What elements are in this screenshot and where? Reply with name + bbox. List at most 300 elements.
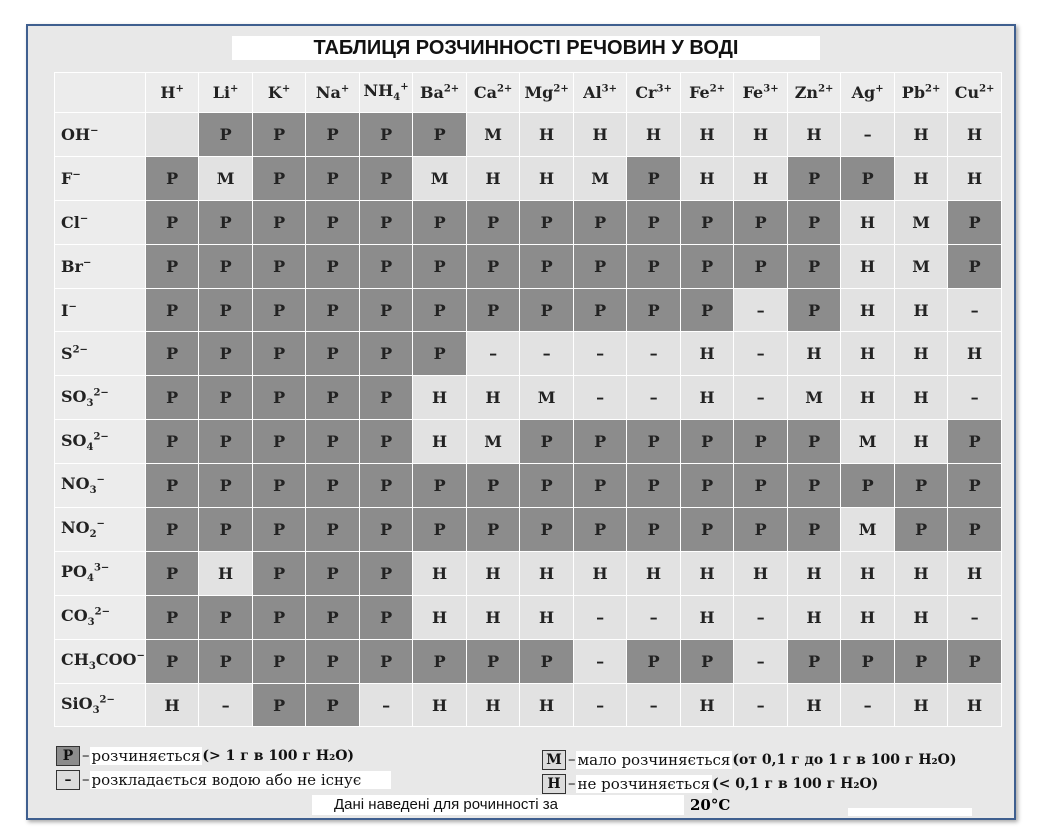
solubility-cell: Р [145, 288, 199, 332]
cation-header [734, 73, 788, 113]
solubility-cell: – [734, 376, 788, 420]
solubility-cell: Р [252, 464, 306, 508]
solubility-cell: – [520, 332, 574, 376]
legend-soluble-condition: (> 1 г в 100 г H₂O) [202, 748, 355, 764]
solubility-cell: Р [894, 508, 948, 552]
ion-symbol: NO [61, 518, 90, 538]
solubility-cell: Р [680, 508, 734, 552]
ion-charge: − [96, 519, 105, 531]
ion-symbol: Al [583, 83, 602, 102]
legend-soluble-text: розчиняється [91, 747, 201, 765]
solubility-cell: Р [306, 244, 360, 288]
solubility-cell: Р [145, 200, 199, 244]
solubility-cell: Р [145, 244, 199, 288]
cation-header [306, 73, 360, 113]
solubility-cell: – [948, 595, 1002, 639]
solubility-cell: Р [734, 420, 788, 464]
solubility-cell: – [734, 595, 788, 639]
solubility-cell: Н [894, 551, 948, 595]
solubility-cell: Н [948, 332, 1002, 376]
table-row [55, 639, 1002, 683]
ion-symbol: Fe [689, 83, 710, 102]
legend-decomposes [56, 770, 391, 790]
table-row [55, 508, 1002, 552]
anion-header [55, 464, 146, 508]
solubility-cell: Н [466, 551, 520, 595]
solubility-cell: Р [680, 244, 734, 288]
solubility-cell: Р [841, 464, 895, 508]
solubility-cell: Н [841, 244, 895, 288]
solubility-cell: Н [520, 113, 574, 157]
table-row [55, 683, 1002, 727]
legend-slightly-soluble [542, 750, 957, 770]
solubility-cell: Н [680, 683, 734, 727]
ion-subscript: 4 [393, 92, 401, 104]
solubility-cell: Н [520, 683, 574, 727]
legend-slightly-soluble-dash: – [568, 750, 576, 768]
solubility-cell: Р [680, 639, 734, 683]
ion-symbol: Fe [742, 83, 764, 102]
solubility-cell: Р [787, 156, 841, 200]
white-patch [848, 808, 972, 816]
ion-subscript: 3 [92, 705, 100, 717]
ion-charge: + [875, 83, 884, 95]
cation-header [199, 73, 253, 113]
solubility-cell: Р [359, 156, 413, 200]
solubility-cell: Р [627, 156, 681, 200]
solubility-cell: Р [520, 639, 574, 683]
cation-header [145, 73, 199, 113]
ion-symbol: SO [61, 430, 87, 450]
ion-symbol: K [267, 83, 282, 102]
solubility-cell: Р [145, 464, 199, 508]
cation-header [520, 73, 574, 113]
solubility-cell: Н [466, 683, 520, 727]
solubility-cell: Р [734, 200, 788, 244]
solubility-cell: Н [894, 376, 948, 420]
solubility-cell: Р [787, 508, 841, 552]
table-row [55, 420, 1002, 464]
ion-charge: 2+ [925, 83, 941, 95]
solubility-cell: Н [680, 156, 734, 200]
solubility-cell: Н [520, 551, 574, 595]
anion-header [55, 288, 146, 332]
legend-soluble-symbol: Р [56, 746, 80, 766]
solubility-cell: Р [466, 464, 520, 508]
solubility-cell: Н [573, 551, 627, 595]
solubility-cell: Р [841, 156, 895, 200]
solubility-cell: Р [252, 113, 306, 157]
solubility-cell: М [841, 420, 895, 464]
cation-header-row [55, 73, 1002, 113]
solubility-cell: Р [306, 683, 360, 727]
solubility-cell: Р [359, 639, 413, 683]
ion-charge: 3+ [601, 83, 617, 95]
solubility-cell: Н [948, 551, 1002, 595]
ion-charge: 2− [94, 606, 110, 618]
solubility-cell: Н [894, 420, 948, 464]
solubility-cell: Р [359, 288, 413, 332]
solubility-cell: Н [680, 332, 734, 376]
solubility-cell: Р [787, 639, 841, 683]
legend-slightly-soluble-symbol: М [542, 750, 566, 770]
solubility-cell: Р [787, 288, 841, 332]
solubility-cell: Н [145, 683, 199, 727]
solubility-cell: – [359, 683, 413, 727]
ion-charge: − [96, 475, 105, 487]
solubility-cell: Р [466, 508, 520, 552]
solubility-cell: Р [627, 639, 681, 683]
solubility-cell: Н [948, 156, 1002, 200]
solubility-cell: Р [466, 244, 520, 288]
solubility-cell: М [199, 156, 253, 200]
legend-insoluble-condition: (< 0,1 г в 100 г H₂O) [712, 776, 879, 792]
solubility-cell: – [627, 683, 681, 727]
table-row [55, 113, 1002, 157]
solubility-cell: Н [841, 551, 895, 595]
ion-charge: − [90, 125, 99, 137]
ion-charge: 2+ [443, 83, 460, 95]
legend-insoluble-text: не розчиняється [577, 775, 711, 793]
solubility-cell: – [948, 376, 1002, 420]
solubility-cell: – [948, 288, 1002, 332]
solubility-cell: Н [787, 332, 841, 376]
cation-header [894, 73, 948, 113]
solubility-cell: Р [199, 508, 253, 552]
anion-header [55, 683, 146, 727]
ion-symbol: OH [61, 124, 91, 144]
solubility-cell: – [573, 639, 627, 683]
ion-symbol: Mg [524, 83, 554, 102]
table-row [55, 244, 1002, 288]
ion-charge: 2− [99, 694, 115, 706]
ion-subscript: 3 [88, 661, 96, 673]
solubility-cell: – [734, 332, 788, 376]
solubility-cell: Р [520, 200, 574, 244]
solubility-cell: Р [306, 332, 360, 376]
solubility-cell: Р [466, 639, 520, 683]
ion-charge: 3− [93, 562, 110, 574]
solubility-cell: Н [520, 156, 574, 200]
solubility-table [54, 72, 1002, 727]
cation-header [627, 73, 681, 113]
solubility-cell: Р [252, 244, 306, 288]
solubility-cell: Н [466, 156, 520, 200]
footer-temperature: 20°C [690, 796, 731, 814]
solubility-cell: Н [841, 200, 895, 244]
solubility-cell: Р [359, 508, 413, 552]
ion-symbol: NH [363, 81, 394, 101]
solubility-cell: Р [306, 639, 360, 683]
solubility-cell: Н [680, 376, 734, 420]
cation-header [787, 73, 841, 113]
solubility-cell: М [573, 156, 627, 200]
legend-insoluble [542, 774, 878, 794]
solubility-cell: Р [252, 156, 306, 200]
solubility-cell: Р [252, 551, 306, 595]
ion-symbol: SiO [61, 693, 93, 713]
solubility-cell: Р [734, 464, 788, 508]
solubility-cell: Р [841, 639, 895, 683]
ion-symbol: Li [212, 83, 231, 102]
solubility-cell: Р [306, 464, 360, 508]
solubility-cell: Р [734, 508, 788, 552]
solubility-cell: Р [306, 156, 360, 200]
solubility-cell: Р [306, 551, 360, 595]
solubility-cell: Р [520, 464, 574, 508]
solubility-cell: Н [948, 113, 1002, 157]
solubility-cell: Р [573, 288, 627, 332]
solubility-cell: М [841, 508, 895, 552]
ion-symbol: Cu [954, 83, 980, 102]
solubility-cell: Н [573, 113, 627, 157]
solubility-cell: Р [145, 508, 199, 552]
ion-charge: 2− [93, 387, 109, 399]
solubility-cell: – [573, 683, 627, 727]
footer-note: Дані наведені для рочинності за [312, 795, 684, 815]
solubility-cell: Н [520, 595, 574, 639]
cation-header [359, 73, 413, 113]
ion-symbol: I [61, 300, 69, 320]
ion-tail: COO [95, 650, 137, 670]
table-row [55, 288, 1002, 332]
legend-decomposes-text: розкладається водою або не існує [90, 771, 392, 789]
solubility-cell: Р [145, 156, 199, 200]
solubility-cell: Р [787, 420, 841, 464]
solubility-cell: Р [573, 420, 627, 464]
solubility-cell: Р [145, 595, 199, 639]
solubility-cell: М [894, 200, 948, 244]
ion-charge: + [175, 83, 184, 95]
solubility-cell: Н [413, 420, 467, 464]
solubility-cell: Р [627, 200, 681, 244]
ion-subscript: 3 [86, 397, 94, 409]
ion-symbol: Br [61, 256, 83, 276]
solubility-cell: Н [894, 332, 948, 376]
anion-header [55, 551, 146, 595]
solubility-cell: Р [948, 639, 1002, 683]
solubility-cell: Р [359, 464, 413, 508]
solubility-cell: Н [894, 288, 948, 332]
solubility-cell: Р [787, 200, 841, 244]
solubility-cell: Р [680, 288, 734, 332]
solubility-cell: Р [413, 639, 467, 683]
anion-header [55, 332, 146, 376]
legend-slightly-soluble-condition: (от 0,1 г до 1 г в 100 г H₂O) [732, 752, 957, 768]
solubility-cell: Н [948, 683, 1002, 727]
solubility-cell: Р [520, 244, 574, 288]
solubility-cell: Н [680, 595, 734, 639]
ion-charge: 2− [72, 345, 88, 357]
anion-header [55, 376, 146, 420]
solubility-cell: Н [734, 113, 788, 157]
cation-header [466, 73, 520, 113]
solubility-cell: – [627, 595, 681, 639]
solubility-cell: Р [413, 200, 467, 244]
ion-symbol: Ba [419, 83, 444, 102]
ion-charge: 2+ [818, 83, 834, 95]
solubility-cell: Р [145, 376, 199, 420]
cation-header [252, 73, 306, 113]
table-row [55, 200, 1002, 244]
ion-symbol: F [61, 168, 73, 188]
solubility-cell: Р [252, 332, 306, 376]
solubility-cell: Н [894, 683, 948, 727]
ion-symbol: Ca [473, 83, 497, 102]
cation-header [948, 73, 1002, 113]
solubility-cell: Р [199, 639, 253, 683]
solubility-cell: Н [199, 551, 253, 595]
solubility-cell: Р [306, 288, 360, 332]
solubility-cell: Р [252, 420, 306, 464]
solubility-cell: М [787, 376, 841, 420]
solubility-cell: Р [252, 595, 306, 639]
solubility-cell: Н [734, 156, 788, 200]
solubility-cell: М [520, 376, 574, 420]
solubility-cell: Р [466, 200, 520, 244]
solubility-cell: Р [199, 200, 253, 244]
solubility-cell: Н [787, 595, 841, 639]
ion-charge: 3+ [763, 83, 779, 95]
table-row [55, 376, 1002, 420]
ion-symbol: Zn [794, 83, 819, 102]
anion-header [55, 244, 146, 288]
solubility-cell: Р [627, 420, 681, 464]
solubility-cell: Р [359, 595, 413, 639]
solubility-cell: Н [787, 113, 841, 157]
anion-header [55, 420, 146, 464]
ion-symbol: S [61, 344, 73, 364]
ion-charge: 2+ [979, 83, 995, 95]
ion-symbol: H [160, 83, 176, 102]
solubility-cell [145, 113, 199, 157]
anion-header [55, 156, 146, 200]
ion-symbol: CH [61, 650, 89, 670]
cation-header [413, 73, 467, 113]
solubility-cell: Н [894, 113, 948, 157]
solubility-cell: Р [627, 464, 681, 508]
solubility-cell: Р [306, 595, 360, 639]
ion-charge: + [281, 83, 291, 95]
ion-symbol: SO [61, 386, 87, 406]
solubility-cell: Н [894, 595, 948, 639]
solubility-cell: Н [680, 551, 734, 595]
solubility-cell: Р [252, 508, 306, 552]
solubility-cell: Р [680, 200, 734, 244]
ion-subscript: 2 [89, 529, 97, 541]
solubility-cell: Р [199, 420, 253, 464]
solubility-cell: Р [948, 464, 1002, 508]
solubility-cell: Р [520, 420, 574, 464]
solubility-cell: Р [413, 508, 467, 552]
ion-symbol: Ag [851, 83, 876, 102]
solubility-cell: Р [413, 464, 467, 508]
solubility-cell: Р [787, 244, 841, 288]
solubility-cell: – [734, 288, 788, 332]
solubility-cell: – [627, 376, 681, 420]
solubility-cell: Н [841, 332, 895, 376]
solubility-cell: Р [359, 113, 413, 157]
cation-header [573, 73, 627, 113]
ion-symbol: Na [315, 83, 341, 102]
solubility-cell: Р [466, 288, 520, 332]
solubility-cell: Р [627, 508, 681, 552]
ion-charge: + [230, 83, 239, 95]
solubility-cell: Н [413, 376, 467, 420]
solubility-cell: Р [199, 288, 253, 332]
solubility-cell: Р [145, 420, 199, 464]
ion-subscript: 4 [86, 573, 94, 585]
solubility-cell: Р [948, 420, 1002, 464]
solubility-cell: – [199, 683, 253, 727]
cation-header [680, 73, 734, 113]
solubility-cell: Р [306, 420, 360, 464]
ion-symbol: Cr [635, 83, 657, 102]
ion-symbol: NO [61, 474, 90, 494]
table-row [55, 551, 1002, 595]
ion-charge: − [82, 257, 92, 269]
ion-charge: − [79, 213, 89, 225]
anion-header [55, 639, 146, 683]
legend-soluble-dash: – [82, 746, 90, 764]
solubility-cell: Р [573, 464, 627, 508]
solubility-cell: – [466, 332, 520, 376]
ion-symbol: CO [61, 606, 88, 626]
legend-decomposes-dash: – [82, 770, 90, 788]
solubility-cell: Р [359, 376, 413, 420]
solubility-cell: Р [894, 464, 948, 508]
solubility-cell: Н [680, 113, 734, 157]
solubility-cell: Р [199, 376, 253, 420]
solubility-cell: Р [306, 200, 360, 244]
ion-charge: − [68, 301, 77, 313]
solubility-cell: Р [359, 551, 413, 595]
solubility-cell: Р [680, 420, 734, 464]
solubility-cell: Р [359, 244, 413, 288]
solubility-cell: Р [627, 288, 681, 332]
solubility-cell: Н [413, 551, 467, 595]
solubility-cell: Р [252, 639, 306, 683]
solubility-cell: Р [787, 464, 841, 508]
ion-charge: − [72, 169, 81, 181]
table-row [55, 595, 1002, 639]
ion-symbol: Cl [61, 212, 80, 232]
solubility-cell: Р [145, 332, 199, 376]
solubility-cell: Н [841, 288, 895, 332]
anion-header [55, 200, 146, 244]
solubility-cell: – [734, 683, 788, 727]
ion-symbol: PO [61, 562, 87, 582]
solubility-cell: Р [252, 376, 306, 420]
ion-charge: 2+ [553, 83, 569, 95]
solubility-cell: – [841, 683, 895, 727]
solubility-cell: Р [573, 200, 627, 244]
solubility-cell: Р [573, 508, 627, 552]
solubility-cell: М [894, 244, 948, 288]
solubility-cell: Р [145, 551, 199, 595]
solubility-cell: Р [627, 244, 681, 288]
ion-charge: + [400, 82, 409, 94]
solubility-cell: Р [413, 288, 467, 332]
solubility-cell: Н [787, 551, 841, 595]
solubility-cell: Р [199, 244, 253, 288]
solubility-cell: Н [894, 156, 948, 200]
ion-subscript: 4 [86, 441, 94, 453]
solubility-cell: Р [413, 332, 467, 376]
solubility-cell: Н [841, 376, 895, 420]
solubility-cell: Р [359, 200, 413, 244]
solubility-cell: Р [306, 376, 360, 420]
